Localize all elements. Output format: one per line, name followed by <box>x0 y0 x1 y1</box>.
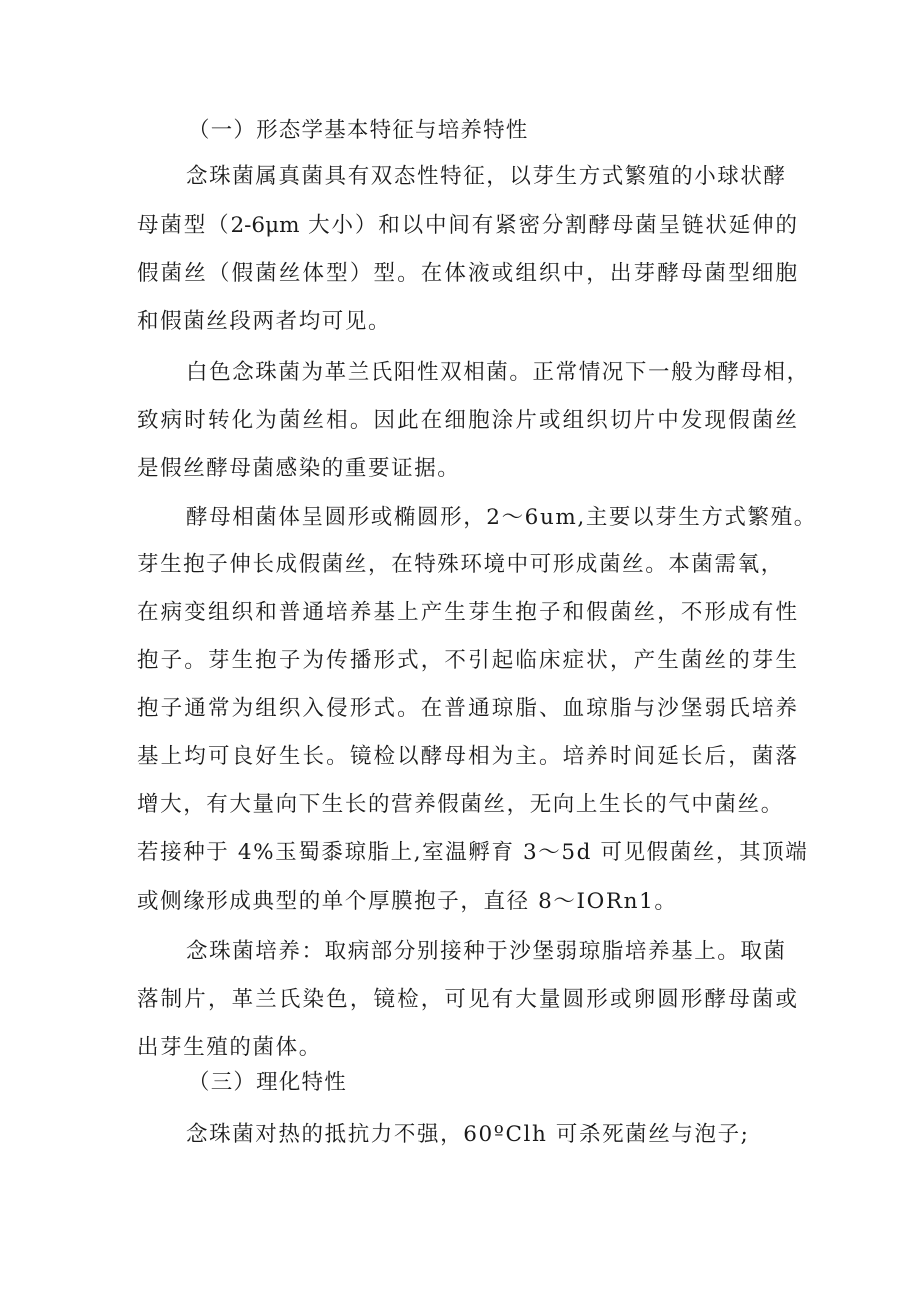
paragraph-line: 母菌型（2-6μm 大小）和以中间有紧密分割酵母菌呈链状延伸的 <box>137 213 797 238</box>
paragraph-line: 基上均可良好生长。镜检以酵母相为主。培养时间延长后，菌落 <box>137 744 797 769</box>
paragraph-line: 芽生抱子伸长成假菌丝，在特殊环境中可形成菌丝。本菌需氧， <box>137 552 784 577</box>
paragraph-line: 假菌丝（假菌丝体型）型。在体液或组织中，出芽酵母菌型细胞 <box>137 261 797 286</box>
section-heading-morphology: （一）形态学基本特征与培养特性 <box>188 118 529 143</box>
paragraph-line: 念珠菌对热的抵抗力不强，60ºClh 可杀死菌丝与泡子; <box>186 1122 750 1147</box>
paragraph-line: 酵母相菌体呈圆形或椭圆形，2～6um,主要以芽生方式繁殖。 <box>186 505 817 530</box>
paragraph-line: 出芽生殖的菌体。 <box>137 1035 322 1060</box>
paragraph-line: 落制片，革兰氏染色，镜检，可见有大量圆形或卵圆形酵母菌或 <box>137 987 797 1012</box>
paragraph-line: 是假丝酵母菌感染的重要证据。 <box>137 456 461 481</box>
paragraph-line: 或侧缘形成典型的单个厚膜抱子，直径 8～IORn1。 <box>137 889 678 914</box>
paragraph-line: 若接种于 4%玉蜀黍琼脂上,室温孵育 3～5d 可见假菌丝，其顶端 <box>137 840 809 865</box>
paragraph-line: 和假菌丝段两者均可见。 <box>137 309 392 334</box>
paragraph-line: 念珠菌培养：取病部分别接种于沙堡弱琼脂培养基上。取菌 <box>186 939 787 964</box>
paragraph-line: 在病变组织和普通培养基上产生芽生抱子和假菌丝，不形成有性 <box>137 600 797 625</box>
paragraph-line: 白色念珠菌为革兰氏阳性双相菌。正常情况下一般为酵母相， <box>186 360 810 385</box>
paragraph-line: 抱子通常为组织入侵形式。在普通琼脂、血琼脂与沙堡弱氏培养 <box>137 696 797 721</box>
paragraph-line: 抱子。芽生抱子为传播形式，不引起临床症状，产生菌丝的芽生 <box>137 648 797 673</box>
section-heading-physicochemical: （三）理化特性 <box>188 1070 347 1095</box>
paragraph-line: 致病时转化为菌丝相。因此在细胞涂片或组织切片中发现假菌丝 <box>137 408 797 433</box>
paragraph-line: 念珠菌属真菌具有双态性特征，以芽生方式繁殖的小球状酵 <box>186 164 787 189</box>
paragraph-line: 增大，有大量向下生长的营养假菌丝，无向上生长的气中菌丝。 <box>137 792 784 817</box>
